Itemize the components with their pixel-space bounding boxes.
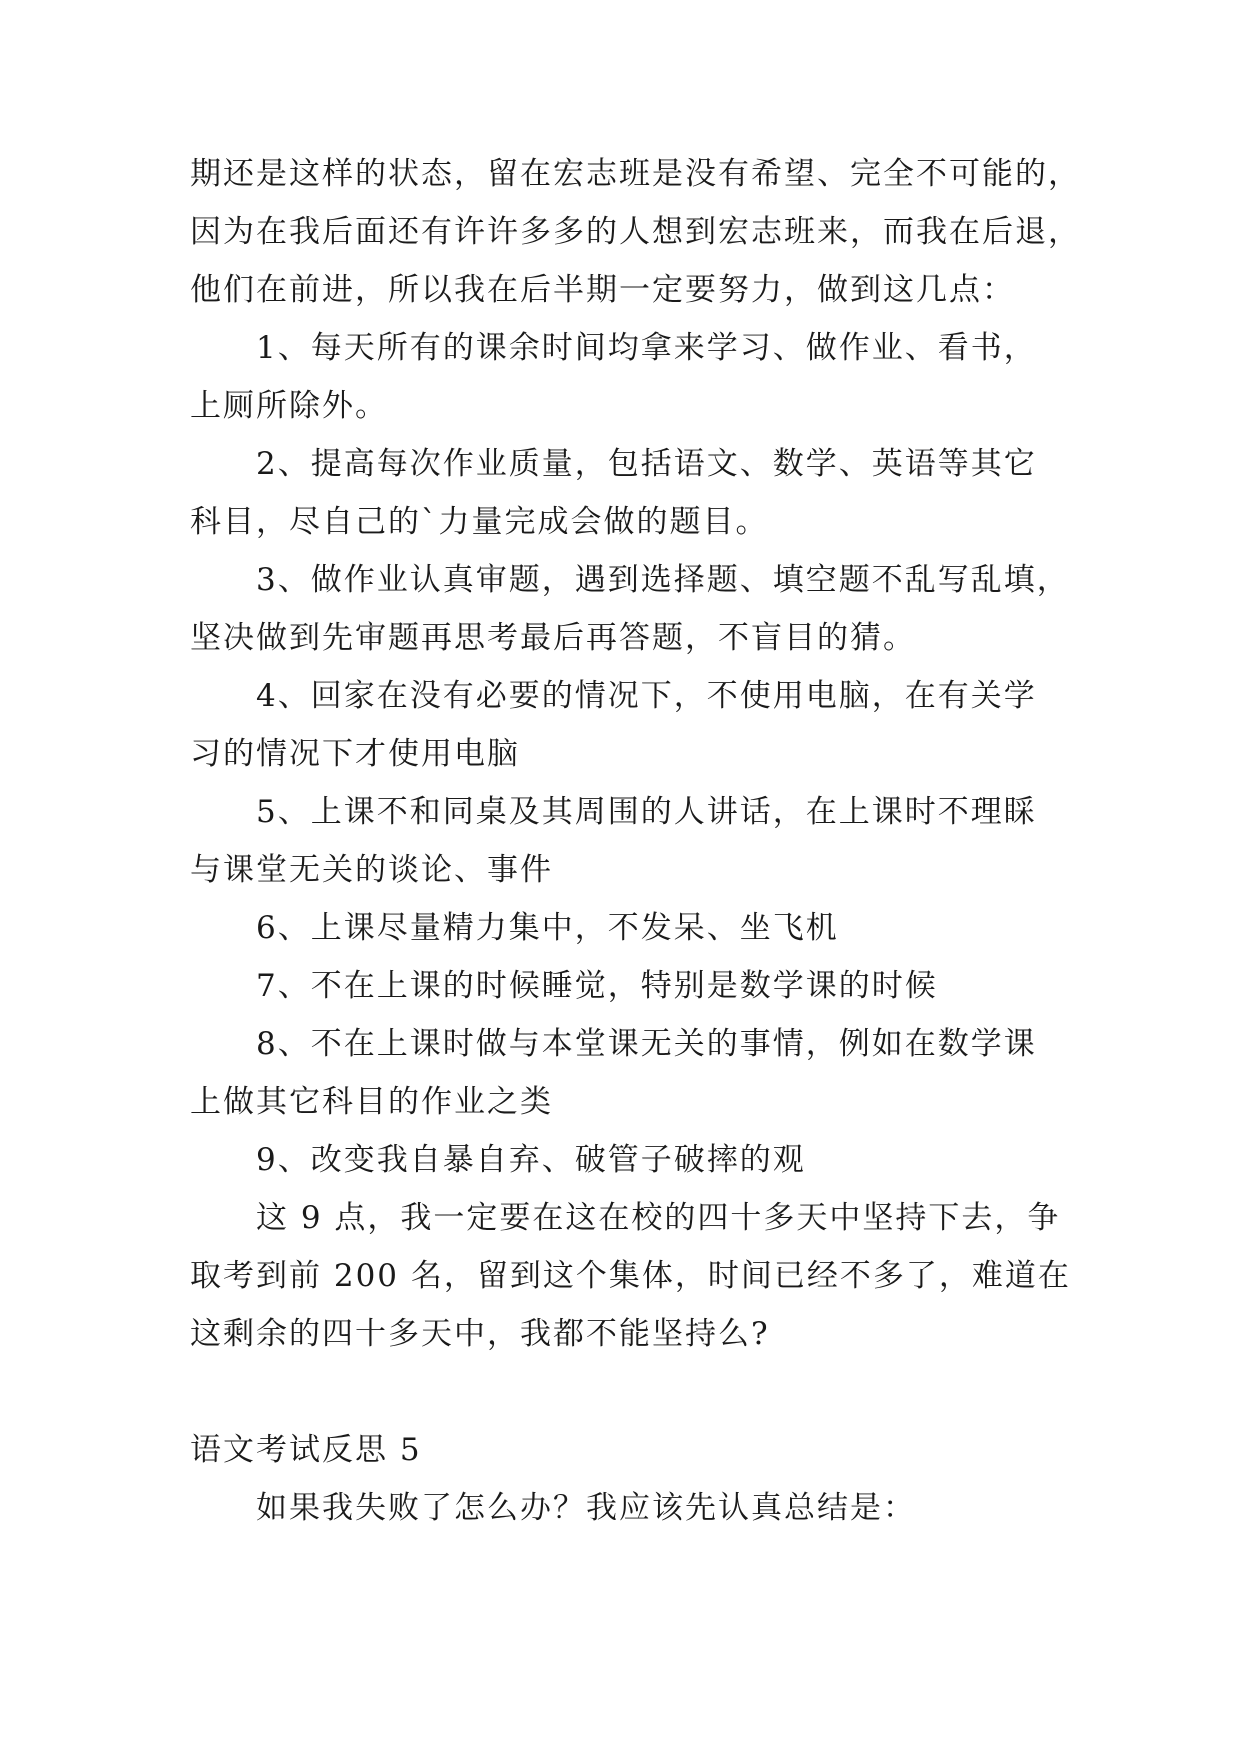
summary-paragraph-line: 这剩余的四十多天中，我都不能坚持么?: [190, 1316, 770, 1352]
list-item-3-continuation: 坚决做到先审题再思考最后再答题，不盲目的猜。: [190, 620, 916, 656]
list-item-4-line: 4、回家在没有必要的情况下，不使用电脑，在有关学: [256, 678, 1037, 714]
list-item-5-line: 5、上课不和同桌及其周围的人讲话，在上课时不理睬: [256, 794, 1037, 830]
list-item-8-line: 8、不在上课时做与本堂课无关的事情，例如在数学课: [256, 1026, 1037, 1062]
paragraph-line: 因为在我后面还有许许多多的人想到宏志班来，而我在后退，: [190, 214, 1081, 250]
list-item-9-line: 9、改变我自暴自弃、破管子破摔的观: [256, 1142, 806, 1178]
paragraph-line: 期还是这样的状态，留在宏志班是没有希望、完全不可能的，: [190, 156, 1081, 192]
section-title: 语文考试反思 5: [190, 1432, 422, 1468]
list-item-2-line: 2、提高每次作业质量，包括语文、数学、英语等其它: [256, 446, 1037, 482]
paragraph-line: 他们在前进，所以我在后半期一定要努力，做到这几点：: [190, 272, 1015, 308]
section-first-line: 如果我失败了怎么办？我应该先认真总结是：: [256, 1490, 916, 1526]
list-item-2-continuation: 科目，尽自己的`力量完成会做的题目。: [190, 504, 769, 540]
list-item-5-continuation: 与课堂无关的谈论、事件: [190, 852, 553, 888]
list-item-3-line: 3、做作业认真审题，遇到选择题、填空题不乱写乱填，: [256, 562, 1070, 598]
list-item-8-continuation: 上做其它科目的作业之类: [190, 1084, 553, 1120]
summary-paragraph-line: 取考到前 200 名，留到这个集体，时间已经不多了，难道在: [190, 1258, 1071, 1294]
list-item-7-line: 7、不在上课的时候睡觉，特别是数学课的时候: [256, 968, 938, 1004]
list-item-1-continuation: 上厕所除外。: [190, 388, 388, 424]
list-item-6-line: 6、上课尽量精力集中，不发呆、坐飞机: [256, 910, 839, 946]
list-item-1-line: 1、每天所有的课余时间均拿来学习、做作业、看书，: [256, 330, 1037, 366]
list-item-4-continuation: 习的情况下才使用电脑: [190, 736, 520, 772]
summary-paragraph-line: 这 9 点，我一定要在这在校的四十多天中坚持下去，争: [256, 1200, 1061, 1236]
